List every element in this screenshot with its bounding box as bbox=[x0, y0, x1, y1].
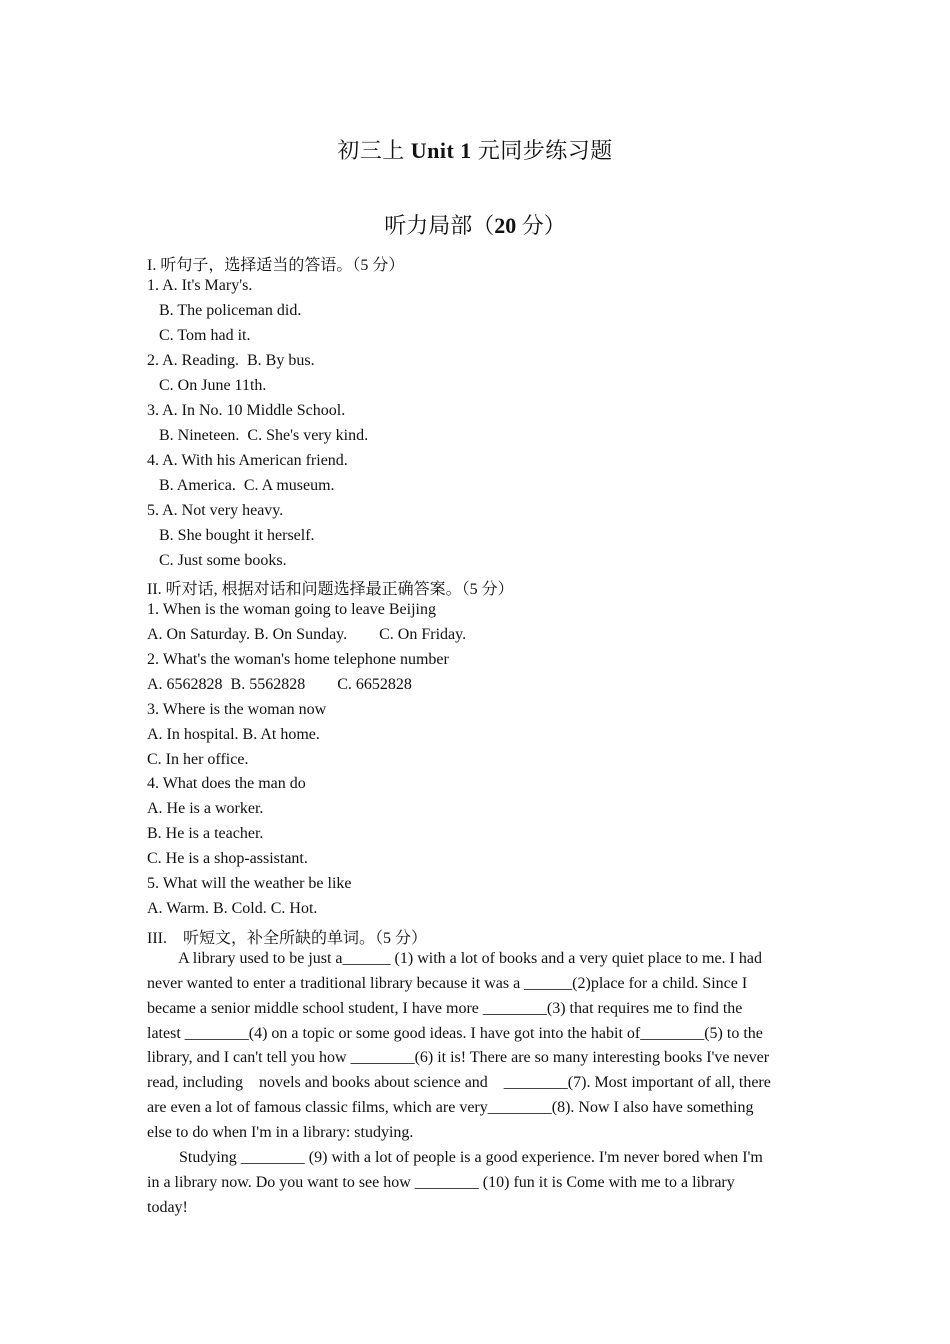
section-heading-listening: 听力局部（20 分） bbox=[384, 213, 566, 238]
question-1-option-b: B. The policeman did. bbox=[159, 302, 302, 319]
dialogue-question-1-options: A. On Saturday. B. On Sunday. C. On Friday. bbox=[147, 626, 467, 643]
dialogue-question-4-option-a: A. He is a worker. bbox=[147, 800, 264, 817]
dialogue-question-3-options-ab: A. In hospital. B. At home. bbox=[147, 726, 320, 743]
question-1-option-a: 1. A. It's Mary's. bbox=[147, 277, 253, 294]
question-3-option-a: 3. A. In No. 10 Middle School. bbox=[147, 402, 346, 419]
dialogue-question-4: 4. What does the man do bbox=[147, 775, 306, 792]
passage-line: today! bbox=[147, 1199, 188, 1216]
question-4-options-bc: B. America. C. A museum. bbox=[159, 477, 335, 494]
question-2-option-c: C. On June 11th. bbox=[159, 377, 267, 394]
document-title: 初三上 Unit 1 元同步练习题 bbox=[337, 138, 613, 163]
passage-line: in a library now. Do you want to see how ________ (10) fun it is Come with me to a library bbox=[147, 1174, 735, 1191]
dialogue-question-4-option-c: C. He is a shop-assistant. bbox=[147, 850, 308, 867]
dialogue-question-3: 3. Where is the woman now bbox=[147, 701, 327, 718]
question-3-options-bc: B. Nineteen. C. She's very kind. bbox=[159, 427, 369, 444]
passage-line: latest ________(4) on a topic or some good ideas. I have got into the habit of________(5) to the bbox=[147, 1025, 763, 1042]
passage-line: Studying ________ (9) with a lot of people is a good experience. I'm never bored when I'm bbox=[147, 1149, 763, 1166]
question-5-option-b: B. She bought it herself. bbox=[159, 527, 315, 544]
passage-line: became a senior middle school student, I have more ________(3) that requires me to find the bbox=[147, 1000, 743, 1017]
question-2-options-ab: 2. A. Reading. B. By bus. bbox=[147, 352, 315, 369]
dialogue-question-2-options: A. 6562828 B. 5562828 C. 6652828 bbox=[147, 676, 412, 693]
part-one-heading: I. 听句子，选择适当的答语。（5 分） bbox=[147, 257, 405, 274]
passage-line: A library used to be just a______ (1) with a lot of books and a very quiet place to me. I had bbox=[147, 950, 762, 967]
dialogue-question-2: 2. What's the woman's home telephone number bbox=[147, 651, 449, 668]
part-three-heading: III. 听短文，补全所缺的单词。（5 分） bbox=[147, 930, 427, 947]
passage-line: library, and I can't tell you how ________(6) it is! There are so many interesting books I've never bbox=[147, 1049, 770, 1066]
passage-line: else to do when I'm in a library: studying. bbox=[147, 1124, 414, 1141]
dialogue-question-5-options: A. Warm. B. Cold. C. Hot. bbox=[147, 900, 318, 917]
passage-line: are even a lot of famous classic films, which are very________(8). Now I also have something bbox=[147, 1099, 754, 1116]
passage-line: read, including novels and books about science and ________(7). Most important of all, there bbox=[147, 1074, 771, 1091]
dialogue-question-1: 1. When is the woman going to leave Beijing bbox=[147, 601, 436, 618]
question-5-option-a: 5. A. Not very heavy. bbox=[147, 502, 284, 519]
dialogue-question-4-option-b: B. He is a teacher. bbox=[147, 825, 264, 842]
dialogue-question-5: 5. What will the weather be like bbox=[147, 875, 352, 892]
dialogue-question-3-option-c: C. In her office. bbox=[147, 751, 249, 768]
part-two-heading: II. 听对话, 根据对话和问题选择最正确答案。（5 分） bbox=[147, 581, 514, 598]
passage-line: never wanted to enter a traditional library because it was a ______(2)place for a child. Since I bbox=[147, 975, 748, 992]
question-1-option-c: C. Tom had it. bbox=[159, 327, 251, 344]
question-4-option-a: 4. A. With his American friend. bbox=[147, 452, 348, 469]
question-5-option-c: C. Just some books. bbox=[159, 552, 287, 569]
